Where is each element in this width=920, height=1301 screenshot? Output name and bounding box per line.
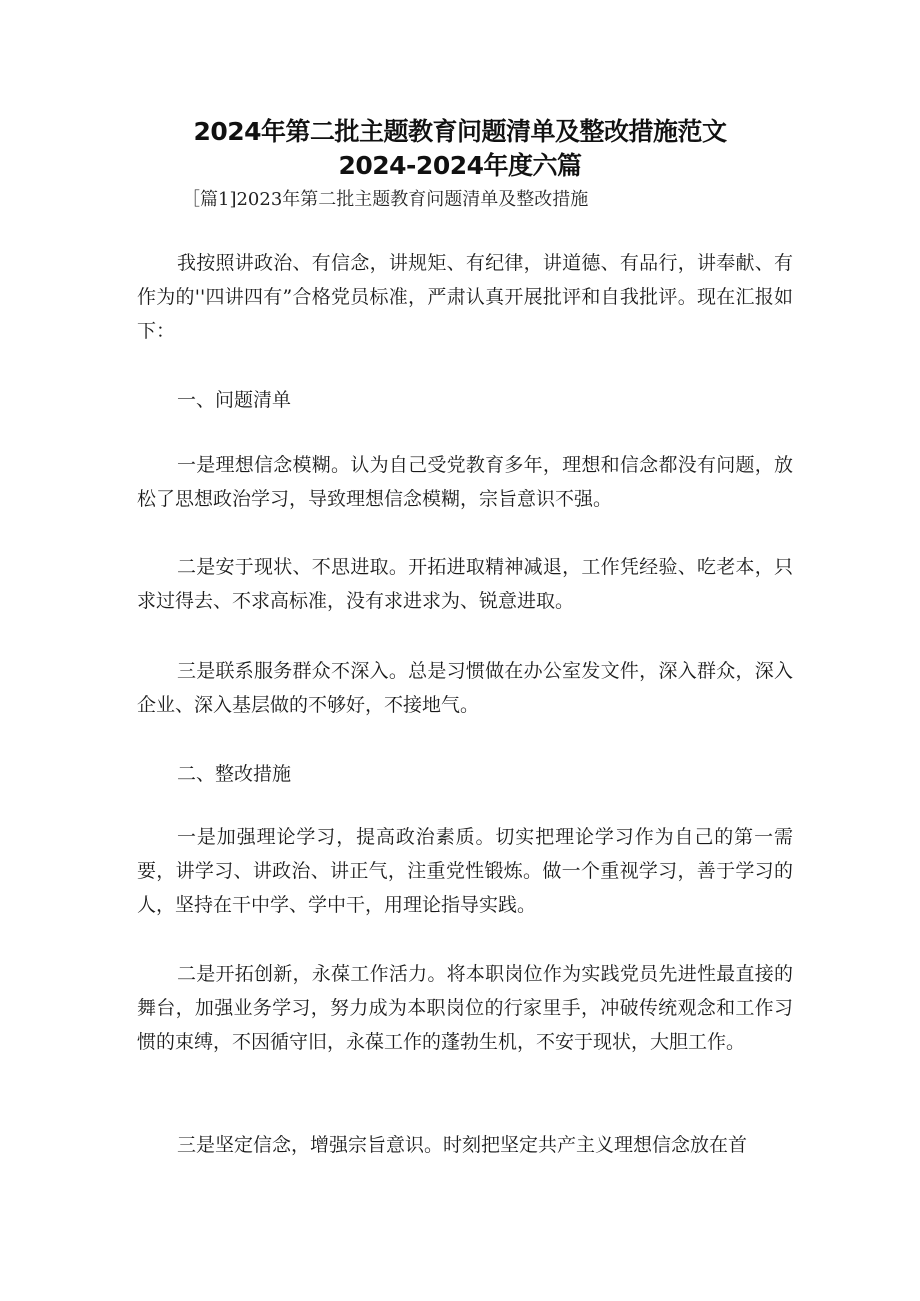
article-subtitle: ［篇1]2023年第二批主题教育问题清单及整改措施 [182,189,589,210]
measure-paragraph-3: 三是坚定信念，增强宗旨意识。时刻把坚定共产主义理想信念放在首 [177,1134,748,1156]
document-title-line2: 2024-2024年度六篇 [338,151,582,180]
problem-paragraph-1: 一是理想信念模糊。认为自己受党教育多年，理想和信念都没有问题，放松了思想政治学习，导致理想信念模糊，宗旨意识不强。 [137,454,793,510]
section-heading-problems: 一、问题清单 [177,389,292,411]
document-title-line1: 2024年第二批主题教育问题清单及整改措施范文 [193,117,727,146]
problem-paragraph-2: 二是安于现状、不思进取。开拓进取精神减退，工作凭经验、吃老本，只求过得去、不求高标准，没有求进求为、锐意进取。 [137,556,793,612]
problem-paragraph-3: 三是联系服务群众不深入。总是习惯做在办公室发文件，深入群众，深入企业、深入基层做的不够好，不接地气。 [137,660,793,716]
measure-paragraph-1: 一是加强理论学习，提高政治素质。切实把理论学习作为自己的第一需要，讲学习、讲政治、讲正气，注重党性锻炼。做一个重视学习，善于学习的人，坚持在干中学、学中干，用理论指导实践。 [137,826,793,916]
section-heading-measures: 二、整改措施 [177,763,292,785]
measure-paragraph-2: 二是开拓创新，永葆工作活力。将本职岗位作为实践党员先进性最直接的舞台，加强业务学习，努力成为本职岗位的行家里手，冲破传统观念和工作习惯的束缚，不因循守旧，永葆工作的蓬勃生机，不安于现状，大胆工作。 [137,963,793,1053]
intro-paragraph: 我按照讲政治、有信念，讲规矩、有纪律，讲道德、有品行，讲奉献、有作为的''四讲四有”合格党员标准，严肃认真开展批评和自我批评。现在汇报如下： [137,252,793,342]
